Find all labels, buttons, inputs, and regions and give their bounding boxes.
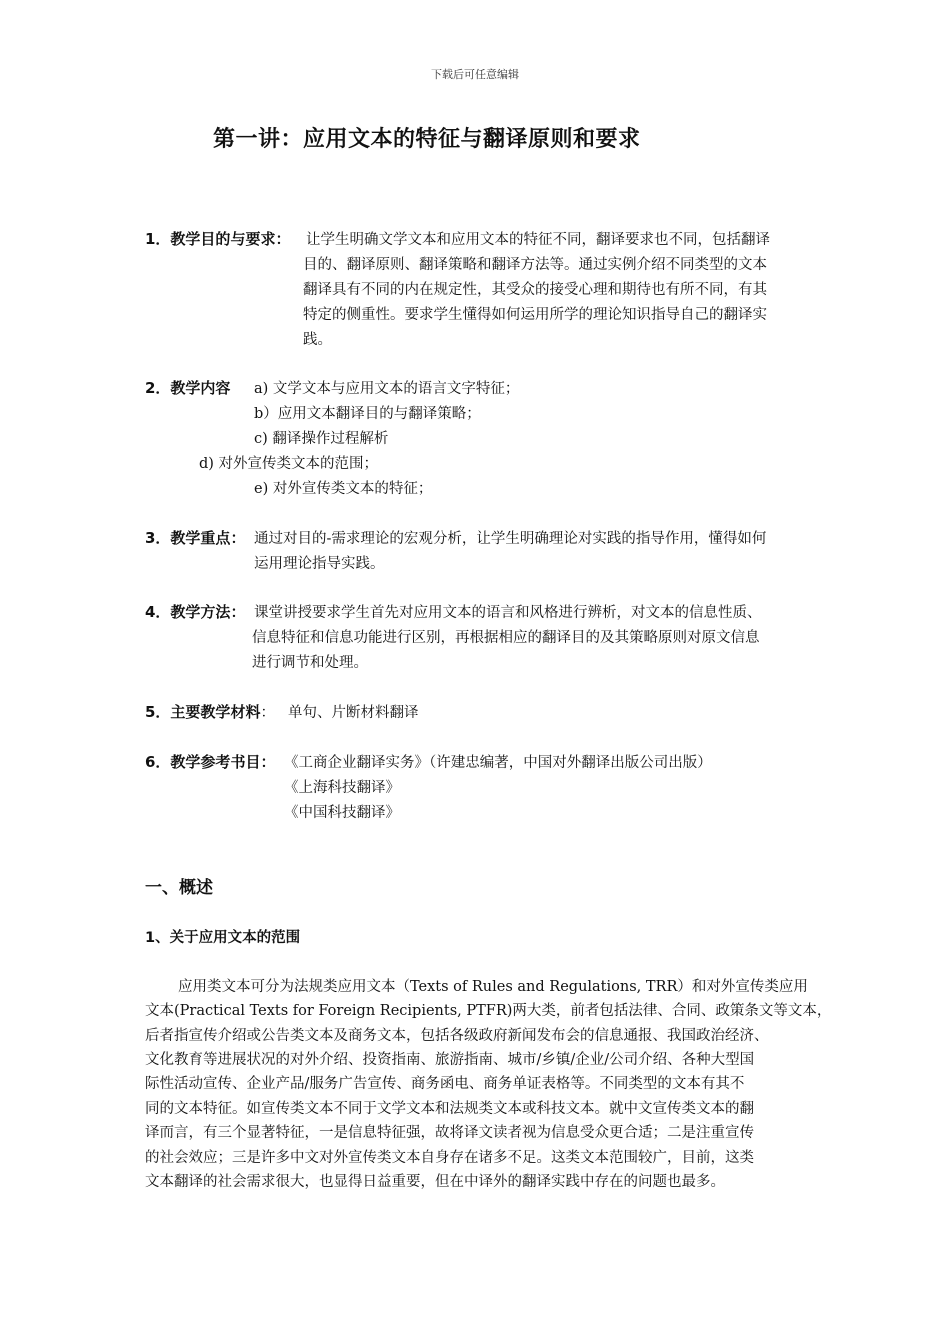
section-line: 信息特征和信息功能进行区别，再根据相应的翻译目的及其策略原则对原文信息 xyxy=(252,630,760,646)
reference-item: 《上海科技翻译》 xyxy=(284,780,400,796)
section-label: 2．教学内容 xyxy=(145,379,231,397)
section-label-colon: ： xyxy=(260,705,275,721)
section-line: 运用理论指导实践。 xyxy=(254,556,385,572)
section-line: e) 对外宣传类文本的特征； xyxy=(254,481,433,497)
reference-item: 《中国科技翻译》 xyxy=(284,805,400,821)
section-label: 4．教学方法： xyxy=(145,603,246,621)
scope-heading: 1、关于应用文本的范围 xyxy=(145,930,301,946)
page-title: 第一讲：应用文本的特征与翻译原则和要求 xyxy=(213,126,641,152)
section-line: d) 对外宣传类文本的范围； xyxy=(199,456,379,472)
section-label: 5．主要教学材料 xyxy=(145,703,261,721)
section-line: 让学生明确文学文本和应用文本的特征不同，翻译要求也不同，包括翻译 xyxy=(306,232,770,248)
overview-heading: 一、概述 xyxy=(145,878,213,898)
paragraph-line: 同的文本特征。如宣传类文本不同于文学文本和法规类文本或科技文本。就中文宣传类文本的翻 xyxy=(145,1101,754,1117)
section-line: b）应用文本翻译目的与翻译策略； xyxy=(254,406,481,422)
reference-item: 《工商企业翻译实务》（许建忠编著，中国对外翻译出版公司出版） xyxy=(284,755,712,771)
paragraph-line: 后者指宣传介绍或公告类文本及商务文本，包括各级政府新闻发布会的信息通报、我国政治经济、 xyxy=(145,1028,769,1044)
header-note: 下载后可任意编辑 xyxy=(431,68,519,81)
section-line: 通过对目的-需求理论的宏观分析，让学生明确理论对实践的指导作用，懂得如何 xyxy=(254,531,767,547)
paragraph-line: 的社会效应；三是许多中文对外宣传类文本自身存在诸多不足。这类文本范围较广，目前，这类 xyxy=(145,1150,754,1166)
paragraph-line: 文本翻译的社会需求很大，也显得日益重要，但在中译外的翻译实践中存在的问题也最多。 xyxy=(145,1174,725,1190)
section-line: a) 文学文本与应用文本的语言文字特征； xyxy=(254,381,520,397)
section-line: c) 翻译操作过程解析 xyxy=(254,431,389,447)
section-line: 特定的侧重性。要求学生懂得如何运用所学的理论知识指导自己的翻译实 xyxy=(303,307,767,323)
section-label: 6．教学参考书目： xyxy=(145,753,276,771)
section-line: 进行调节和处理。 xyxy=(252,655,368,671)
paragraph-line: 际性活动宣传、企业产品/服务广告宣传、商务函电、商务单证表格等。不同类型的文本有其不 xyxy=(145,1076,745,1092)
paragraph-line: 应用类文本可分为法规类应用文本（Texts of Rules and Regulations, TRR）和对外宣传类应用 xyxy=(178,979,808,995)
section-line: 翻译具有不同的内在规定性，其受众的接受心理和期待也有所不同，有其 xyxy=(303,282,767,298)
paragraph-line: 文本(Practical Texts for Foreign Recipients, PTFR)两大类，前者包括法律、合同、政策条文等文本， xyxy=(145,1003,832,1019)
section-line: 践。 xyxy=(303,332,332,348)
section-label-wrap xyxy=(145,701,275,722)
section-line: 目的、翻译原则、翻译策略和翻译方法等。通过实例介绍不同类型的文本 xyxy=(303,257,767,273)
section-label: 3．教学重点： xyxy=(145,529,246,547)
paragraph-line: 译而言，有三个显著特征，一是信息特征强，故将译文读者视为信息受众更合适；二是注重宣传 xyxy=(145,1125,754,1141)
section-line: 课堂讲授要求学生首先对应用文本的语言和风格进行辨析，对文本的信息性质、 xyxy=(254,605,762,621)
paragraph-line: 文化教育等进展状况的对外介绍、投资指南、旅游指南、城市/乡镇/企业/公司介绍、各种大型国 xyxy=(145,1052,755,1068)
section-line: 单句、片断材料翻译 xyxy=(288,705,419,721)
section-label: 1．教学目的与要求： xyxy=(145,230,291,248)
